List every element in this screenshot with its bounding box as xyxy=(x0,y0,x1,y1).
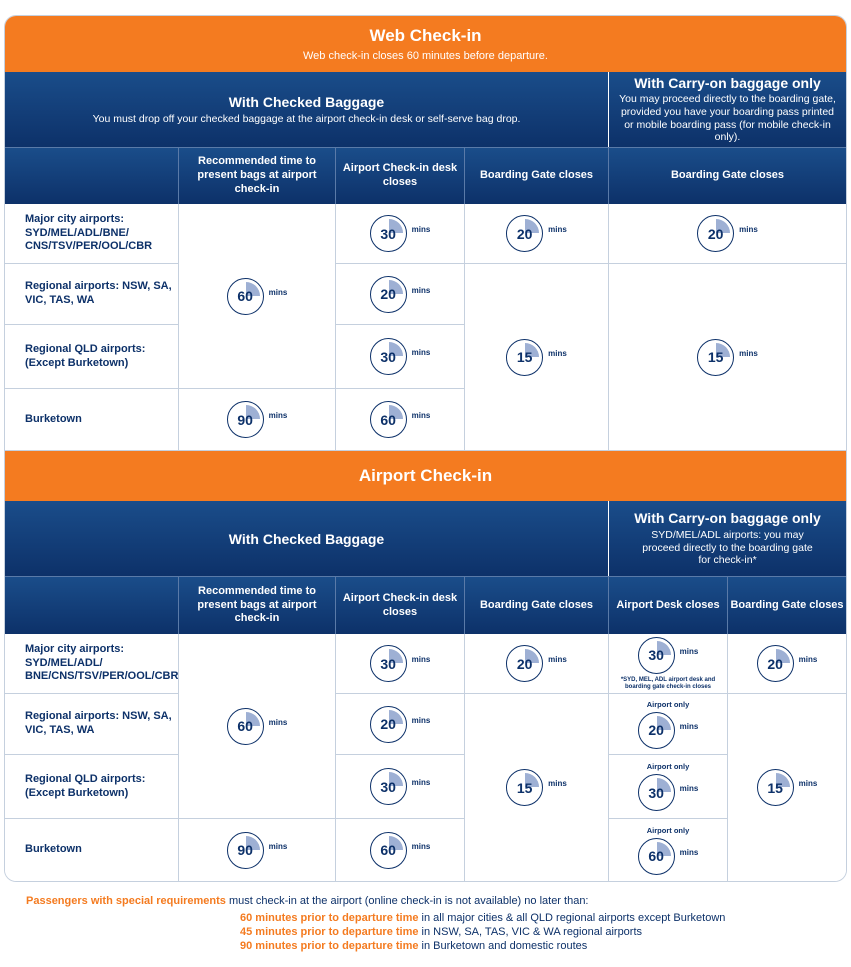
airport-col-header-carry-gate: Boarding Gate closes xyxy=(728,576,846,634)
stopwatch-icon: 60 xyxy=(370,832,407,869)
footer-line: 45 minutes prior to departure time in NSW, SA, TAS, VIC & WA regional airports xyxy=(240,926,643,938)
airport-carry-desk-regional-cell xyxy=(609,694,728,755)
airport-carry-desk-major-cell xyxy=(609,634,728,694)
stopwatch-icon: 30 xyxy=(370,768,407,805)
timer: 30 mins xyxy=(370,645,431,682)
timer: 60 mins xyxy=(227,708,288,745)
web-col-header-bags: Recommended time to present bags at airport check-in xyxy=(179,147,336,204)
web-gate-major-cell xyxy=(465,204,609,264)
web-checked-title: With Checked Baggage xyxy=(228,93,385,110)
web-bags-burketown-cell xyxy=(179,389,336,451)
timer: 90 mins xyxy=(227,832,288,869)
timer: 15 mins xyxy=(506,769,567,806)
airport-checkin-banner xyxy=(5,451,846,501)
web-row-label-burketown: Burketown xyxy=(5,389,179,451)
web-checked-desc: You must drop off your checked baggage at the airport check-in desk or self-serve bag drop. xyxy=(92,112,521,125)
timer: 20 mins xyxy=(757,645,818,682)
airport-bags-main-cell xyxy=(179,634,336,819)
airport-row-label-major: Major city airports: SYD/MEL/ADL/ BNE/CNS/TSV/PER/OOL/CBR xyxy=(5,634,179,694)
airport-col-header-desk: Airport Check-in desk closes xyxy=(336,576,465,634)
stopwatch-icon: 90 xyxy=(227,401,264,438)
airport-row-label-burketown: Burketown xyxy=(5,819,179,881)
web-row-label-major: Major city airports: SYD/MEL/ADL/BNE/ CNS/TSV/PER/OOL/CBR xyxy=(5,204,179,264)
airport-carry-gate-regional-cell xyxy=(728,694,846,881)
web-checkin-subtitle: Web check-in closes 60 minutes before departure. xyxy=(303,50,548,62)
web-carry-title: With Carry-on baggage only xyxy=(634,75,821,92)
airport-only-label: Airport only xyxy=(646,699,690,709)
stopwatch-icon: 20 xyxy=(638,712,675,749)
airport-row-label-qld: Regional QLD airports: (Except Burketown) xyxy=(5,755,179,819)
timer: 60 mins xyxy=(370,832,431,869)
timer: 30 mins xyxy=(638,637,699,674)
web-col-header-blank xyxy=(5,147,179,204)
web-carryon-header xyxy=(609,72,846,147)
airport-only-label: Airport only xyxy=(646,762,690,771)
web-carry-gate-regional-cell xyxy=(609,264,846,451)
stopwatch-icon: 20 xyxy=(506,645,543,682)
airport-only-label: Airport only xyxy=(646,825,690,835)
airport-checkin-title: Airport Check-in xyxy=(358,466,493,485)
timer: 15 mins xyxy=(506,339,567,376)
web-bags-main-cell xyxy=(179,204,336,389)
stopwatch-icon: 60 xyxy=(227,708,264,745)
carry-desk-footnote: *SYD, MEL, ADL airport desk and boarding gate check-in closes xyxy=(620,676,716,690)
stopwatch-icon: 30 xyxy=(370,215,407,252)
airport-carryon-header xyxy=(609,501,846,576)
web-col-header-gate: Boarding Gate closes xyxy=(465,147,609,204)
stopwatch-icon: 15 xyxy=(506,769,543,806)
timer: 30 mins xyxy=(370,768,431,805)
stopwatch-icon: 20 xyxy=(697,215,734,252)
stopwatch-icon: 15 xyxy=(757,769,794,806)
web-checkin-banner xyxy=(5,16,846,72)
stopwatch-icon: 20 xyxy=(370,276,407,313)
stopwatch-icon: 20 xyxy=(757,645,794,682)
airport-carry-desk-burketown-cell xyxy=(609,819,728,881)
stopwatch-icon: 15 xyxy=(506,339,543,376)
stopwatch-icon: 30 xyxy=(370,338,407,375)
airport-col-header-bags: Recommended time to present bags at airport check-in xyxy=(179,576,336,634)
stopwatch-icon: 60 xyxy=(638,838,675,875)
timer: 20 mins xyxy=(506,215,567,252)
footer-line: 60 minutes prior to departure time in all major cities & all QLD regional airports except Burketown xyxy=(240,912,726,924)
airport-carry-gate-major-cell xyxy=(728,634,846,694)
airport-bags-burketown-cell xyxy=(179,819,336,881)
timer: 90 mins xyxy=(227,401,288,438)
timer: 30 mins xyxy=(370,215,431,252)
web-carry-gate-major-cell xyxy=(609,204,846,264)
airport-col-header-carry-desk: Airport Desk closes xyxy=(609,576,728,634)
timer: 15 mins xyxy=(697,339,758,376)
web-checked-baggage-header xyxy=(5,72,609,147)
stopwatch-icon: 60 xyxy=(227,278,264,315)
stopwatch-icon: 20 xyxy=(506,215,543,252)
airport-desk-major-cell xyxy=(336,634,465,694)
stopwatch-icon: 90 xyxy=(227,832,264,869)
airport-checked-title: With Checked Baggage xyxy=(228,530,385,547)
timer: 30 mins xyxy=(638,774,699,811)
airport-carry-desc: SYD/MEL/ADL airports: you may proceed directly to the boarding gate for check-in* xyxy=(642,529,813,567)
timer: 15 mins xyxy=(757,769,818,806)
web-desk-qld-cell xyxy=(336,325,465,389)
timer: 60 mins xyxy=(227,278,288,315)
web-row-label-regional: Regional airports: NSW, SA, VIC, TAS, WA xyxy=(5,264,179,325)
airport-desk-burketown-cell xyxy=(336,819,465,881)
timer: 20 mins xyxy=(506,645,567,682)
stopwatch-icon: 20 xyxy=(370,706,407,743)
airport-gate-regional-cell xyxy=(465,694,609,881)
airport-desk-qld-cell xyxy=(336,755,465,819)
web-col-header-carry-gate: Boarding Gate closes xyxy=(609,147,846,204)
airport-desk-regional-cell xyxy=(336,694,465,755)
footer-intro xyxy=(26,895,589,907)
web-desk-major-cell xyxy=(336,204,465,264)
web-col-header-desk: Airport Check-in desk closes xyxy=(336,147,465,204)
web-row-label-qld: Regional QLD airports: (Except Burketown) xyxy=(5,325,179,389)
web-desk-burketown-cell xyxy=(336,389,465,451)
footer-intro-rest: must check-in at the airport (online check-in is not available) no later than: xyxy=(225,895,589,907)
airport-gate-major-cell xyxy=(465,634,609,694)
airport-carry-title: With Carry-on baggage only xyxy=(634,510,821,527)
timer: 20 mins xyxy=(697,215,758,252)
airport-carry-desk-qld-cell xyxy=(609,755,728,819)
stopwatch-icon: 15 xyxy=(697,339,734,376)
stopwatch-icon: 30 xyxy=(370,645,407,682)
airport-col-header-gate: Boarding Gate closes xyxy=(465,576,609,634)
timer: 20 mins xyxy=(638,712,699,749)
airport-col-header-blank xyxy=(5,576,179,634)
timer: 20 mins xyxy=(370,276,431,313)
timer: 60 mins xyxy=(370,401,431,438)
web-gate-regional-cell xyxy=(465,264,609,451)
footer-intro-bold: Passengers with special requirements xyxy=(26,895,226,907)
timer: 30 mins xyxy=(370,338,431,375)
check-in-table xyxy=(4,15,847,882)
timer: 60 mins xyxy=(638,838,699,875)
web-checkin-title: Web Check-in xyxy=(369,26,482,45)
airport-row-label-regional: Regional airports: NSW, SA, VIC, TAS, WA xyxy=(5,694,179,755)
stopwatch-icon: 60 xyxy=(370,401,407,438)
airport-checked-baggage-header xyxy=(5,501,609,576)
stopwatch-icon: 30 xyxy=(638,774,675,811)
footer-line: 90 minutes prior to departure time in Burketown and domestic routes xyxy=(240,940,588,952)
web-desk-regional-cell xyxy=(336,264,465,325)
web-carry-desc: You may proceed directly to the boarding gate, provided you have your boarding pass printed or mobile boarding pass (for mobile check-in only). xyxy=(619,93,836,144)
timer: 20 mins xyxy=(370,706,431,743)
stopwatch-icon: 30 xyxy=(638,637,675,674)
